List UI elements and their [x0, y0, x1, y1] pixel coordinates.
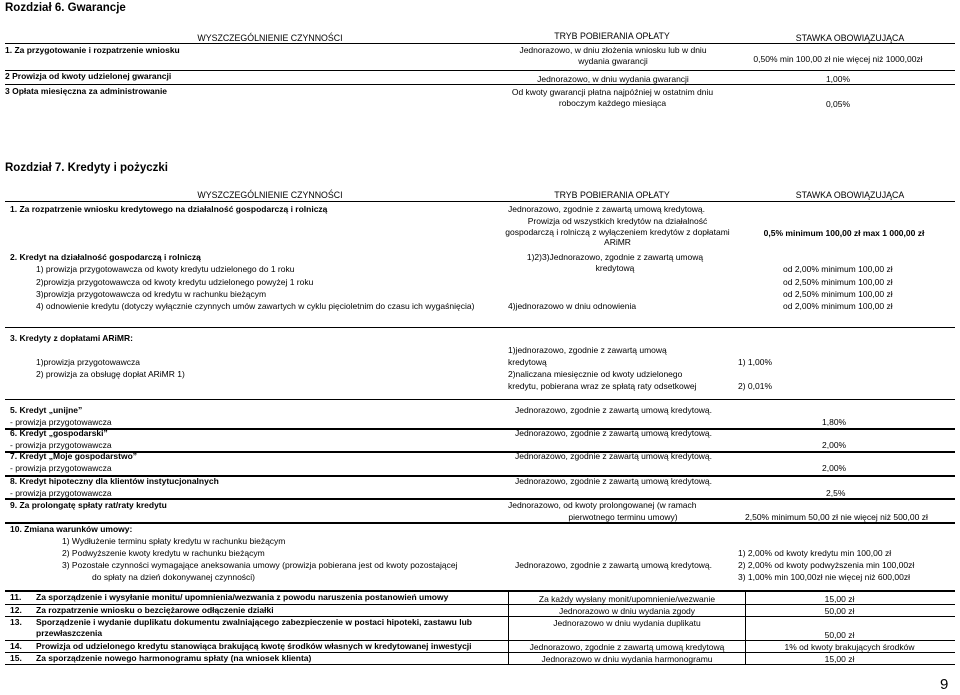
ch7-row-11-num: 11.: [10, 592, 22, 602]
ch7-row-9-mode: pierwotnego terminu umowy): [568, 512, 678, 522]
ch7-row-6-rate: 2,00%: [822, 440, 847, 450]
ch7-row-8-title: 8. Kredyt hipoteczny dla klientów instytucjonalnych: [10, 476, 219, 486]
ch7-row-9-rate: 2,50% minimum 50,00 zł nie więcej niż 500,00 zł: [745, 512, 928, 522]
page-number: 9: [940, 676, 949, 693]
list-item: 1)prowizja przygotowawcza: [36, 357, 140, 367]
ch7-row-13-desc: Sporządzenie i wydanie duplikatu dokumentu zwalniającego zabezpieczenie w postaci hipoteki, zastawu lub przewłaszczenia: [36, 617, 472, 638]
ch7-header-rule: [5, 201, 955, 202]
ch7-header-mode: TRYB POBIERANIA OPŁATY: [554, 190, 670, 200]
ch7-row-6-mode: Jednorazowo, zgodnie z zawartą umową kredytową.: [515, 428, 713, 438]
list-item: 2) prowizja za obsługę dopłat ARiMR 1): [36, 369, 185, 379]
list-item: 3)prowizja przygotowawcza od kredytu w rachunku bieżącym: [36, 289, 267, 299]
ch7-row-1-mode-note: Prowizja od wszystkich kredytów na działalność gospodarczą i rolniczą z wyłączeniem kredytów z dopłatami ARiMR: [505, 216, 730, 248]
table-row-rule: [5, 664, 955, 665]
ch7-row-1-rate: 0,5% minimum 100,00 zł max 1 000,00 zł: [763, 228, 925, 238]
ch7-row-5-sub: - prowizja przygotowawcza: [10, 417, 112, 427]
ch7-row-3-mode: 2)naliczana miesięcznie od kwoty udzielonego: [508, 369, 683, 379]
ch7-row-2-rate: od 2,00% minimum 100,00 zł: [783, 264, 893, 274]
ch7-row-9-mode: Jednorazowo, od kwoty prolongowanej (w ramach: [508, 500, 697, 510]
ch7-row-7-sub: - prowizja przygotowawcza: [10, 463, 112, 473]
ch7-row-14-rate: 1% od kwoty brakujących środków: [784, 642, 915, 652]
ch7-row-11-mode: Za każdy wysłany monit/upomnienie/wezwanie: [538, 594, 716, 604]
ch7-row-3-desc: 3. Kredyty z dopłatami ARiMR:: [10, 333, 133, 343]
ch7-row-7-mode: Jednorazowo, zgodnie z zawartą umową kredytową.: [515, 451, 713, 461]
ch7-row-3-mode: kredytową: [508, 357, 547, 367]
ch7-row-2-mode: 1)2)3)Jednorazowo, zgodnie z zawartą umową kredytową: [526, 252, 704, 273]
ch7-row-3-mode: kredytu, pobierana wraz ze spłatą raty odsetkowej: [508, 381, 697, 391]
list-item: 2)prowizja przygotowawcza od kwoty kredytu udzielonego powyżej 1 roku: [36, 277, 314, 287]
ch6-header-rule: [5, 43, 955, 44]
ch7-row-15-desc: Za sporządzenie nowego harmonogramu spłaty (na wniosek klienta): [36, 653, 312, 663]
ch7-header-rate: STAWKA OBOWIĄZUJĄCA: [795, 190, 905, 200]
ch7-row-1-mode: Jednorazowo, zgodnie z zawartą umową kredytową.: [508, 204, 706, 214]
ch7-row-1-desc: 1. Za rozpatrzenie wniosku kredytowego na działalność gospodarczą i rolniczą: [10, 204, 328, 214]
ch7-row-10-rate: 1) 2,00% od kwoty kredytu min 100,00 zł: [738, 548, 892, 558]
list-item: 3) Pozostałe czynności wymagające aneksowania umowy (prowizja pobierana jest od kwoty pozostającej: [62, 560, 458, 570]
list-item: 4) odnowienie kredytu (dotyczy wyłącznie czynnych umów zawartych w cyklu pięcioletnim do czasu ich wygaśnięcia): [36, 301, 475, 311]
ch7-header-desc: WYSZCZEGÓLNIENIE CZYNNOŚCI: [197, 190, 343, 200]
list-item: 1) Wydłużenie terminu spłaty kredytu w rachunku bieżącym: [62, 536, 286, 546]
ch7-row-14-desc: Prowizja od udzielonego kredytu stanowiąca brakującą kwotę środków własnych w kredytowanej inwestycji: [36, 641, 472, 651]
ch7-row-7-title: 7. Kredyt „Moje gospodarstwo”: [10, 451, 138, 461]
ch7-row-3-rate: 1) 1,00%: [738, 357, 773, 367]
ch7-row-15-mode: Jednorazowo w dniu wydania harmonogramu: [541, 654, 713, 664]
ch7-row-11-desc: Za sporządzenie i wysyłanie monitu/ upomnienia/wezwania z powodu naruszenia postanowień umowy: [36, 592, 449, 602]
list-item: do spłaty na dzień dokonywanej czynności): [92, 572, 256, 582]
ch7-row-10-rate: 2) 2,00% od kwoty podwyższenia min 100,00zł: [738, 560, 915, 570]
ch6-row-1-desc: 1. Za przygotowanie i rozpatrzenie wniosku: [5, 45, 180, 55]
ch7-row-10-desc: 10. Zmiana warunków umowy:: [10, 524, 133, 534]
ch7-row-10-mode: Jednorazowo, zgodnie z zawartą umową kredytową.: [515, 560, 713, 570]
chapter-6-title: Rozdział 6. Gwarancje: [5, 2, 126, 14]
ch7-row-2-desc: 2. Kredyt na działalność gospodarczą i rolniczą: [10, 252, 201, 262]
ch6-header-desc: WYSZCZEGÓLNIENIE CZYNNOŚCI: [197, 33, 343, 43]
ch6-row-3-rate: 0,05%: [825, 99, 851, 109]
ch6-row-2-desc: 2 Prowizja od kwoty udzielonej gwarancji: [5, 71, 172, 81]
ch6-header-rate: STAWKA OBOWIĄZUJĄCA: [795, 33, 905, 43]
ch7-row-7-rate: 2,00%: [822, 463, 847, 473]
ch7-row-12-num: 12.: [10, 605, 22, 615]
ch7-row-12-desc: Za rozpatrzenie wniosku o bezciężarowe odłączenie działki: [36, 605, 274, 615]
chapter-7-title: Rozdział 7. Kredyty i pożyczki: [5, 162, 168, 174]
ch6-row-3-desc: 3 Opłata miesięczna za administrowanie: [5, 86, 168, 96]
ch7-row-5-mode: Jednorazowo, zgodnie z zawartą umową kredytową.: [515, 405, 713, 415]
ch6-row-1-mode: Jednorazowo, w dniu złożenia wniosku lub w dniu wydania gwarancji: [519, 45, 707, 66]
ch7-row-5-rate: 1,80%: [822, 417, 847, 427]
ch7-row-8-sub: - prowizja przygotowawcza: [10, 488, 112, 498]
ch6-row-rule: [5, 84, 955, 85]
ch7-row-3-rate: 2) 0,01%: [738, 381, 773, 391]
ch7-row-10-rate: 3) 1,00% min 100,00zł nie więcej niż 600,00zł: [738, 572, 910, 582]
ch7-row-14-num: 14.: [10, 641, 22, 651]
ch7-row-8-mode: Jednorazowo, zgodnie z zawartą umową kredytową.: [515, 476, 713, 486]
ch6-row-1-rate: 0,50% min 100,00 zł nie więcej niż 1000,00zł: [753, 54, 923, 64]
ch6-row-2-rate: 1,00%: [825, 74, 851, 84]
ch7-row-2-rate: od 2,50% minimum 100,00 zł: [783, 289, 893, 299]
ch7-row-2-rate: od 2,50% minimum 100,00 zł: [783, 277, 893, 287]
ch7-row-6-title: 6. Kredyt „gospodarski”: [10, 428, 108, 438]
column-divider: [508, 591, 509, 665]
list-item: 1) prowizja przygotowawcza od kwoty kredytu udzielonego do 1 roku: [36, 264, 295, 274]
ch7-row-3-mode: 1)jednorazowo, zgodnie z zawartą umową: [508, 345, 667, 355]
ch7-row-13-rate: 50,00 zł: [824, 630, 855, 640]
column-divider: [745, 591, 746, 665]
ch7-row-15-num: 15.: [10, 653, 22, 663]
ch6-row-2-mode: Jednorazowo, w dniu wydania gwarancji: [537, 74, 689, 84]
ch7-row-14-mode: Jednorazowo, zgodnie z zawartą umową kredytową: [529, 642, 725, 652]
ch7-row-15-rate: 15,00 zł: [824, 654, 855, 664]
ch7-row-2-rate: od 2,00% minimum 100,00 zł: [783, 301, 893, 311]
ch7-row-12-mode: Jednorazowo w dniu wydania zgody: [558, 606, 696, 616]
list-item: 2) Podwyższenie kwoty kredytu w rachunku bieżącym: [62, 548, 265, 558]
ch7-row-13-mode: Jednorazowo w dniu wydania duplikatu: [553, 618, 701, 628]
ch6-header-mode: TRYB POBIERANIA OPŁATY: [554, 31, 670, 41]
ch7-row-6-sub: - prowizja przygotowawcza: [10, 440, 112, 450]
ch7-row-5-title: 5. Kredyt „unijne”: [10, 405, 83, 415]
ch7-row-2-mode-renewal: 4)jednorazowo w dniu odnowienia: [508, 301, 637, 311]
section-rule: [5, 327, 955, 328]
section-rule: [5, 399, 955, 400]
ch7-row-9-desc: 9. Za prolongatę spłaty rat/raty kredytu: [10, 500, 167, 510]
ch7-row-13-num: 13.: [10, 617, 22, 627]
ch7-row-11-rate: 15,00 zł: [824, 594, 855, 604]
ch7-row-12-rate: 50,00 zł: [824, 606, 855, 616]
ch7-row-8-rate: 2,5%: [826, 488, 846, 498]
ch6-row-3-mode: Od kwoty gwarancji płatna najpóźniej w ostatnim dniu roboczym każdego miesiąca: [511, 87, 714, 108]
